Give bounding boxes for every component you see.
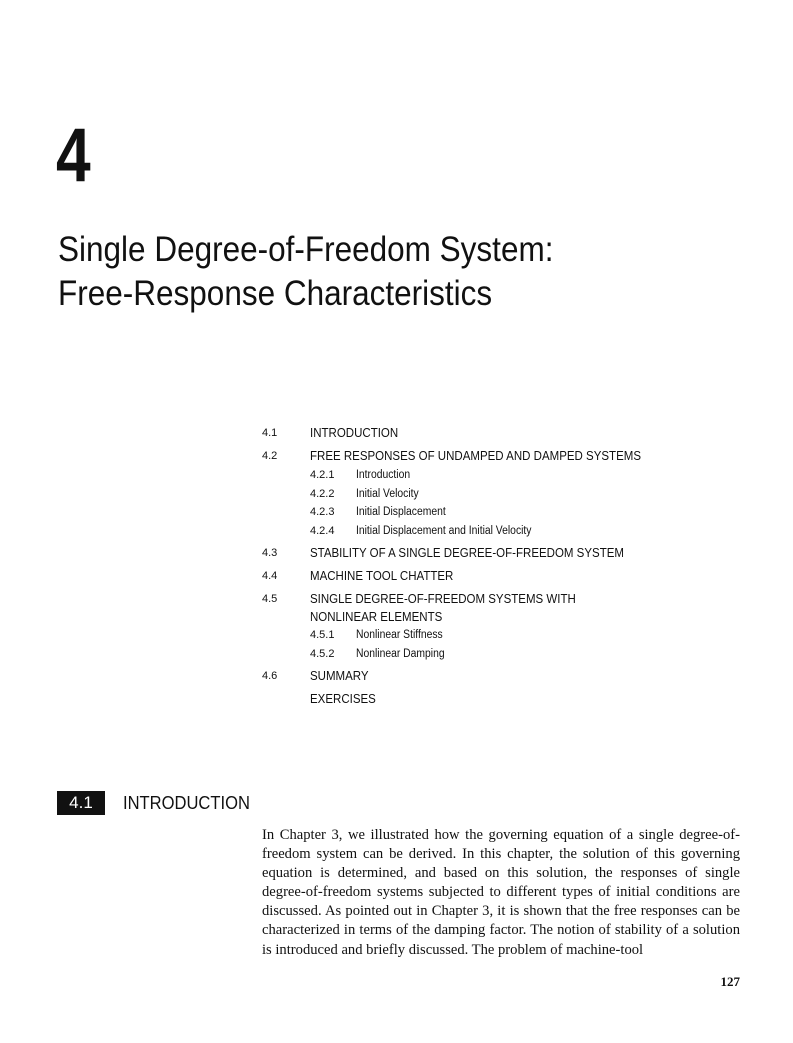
section-number-badge: 4.1 (57, 791, 105, 815)
toc-entry-label: INTRODUCTION (310, 426, 399, 440)
toc-entry[interactable] (262, 544, 742, 563)
toc-entry[interactable] (262, 567, 742, 586)
toc-entry-number: 4.4 (262, 570, 278, 582)
toc-entry[interactable] (262, 590, 742, 609)
toc-subentry-label: Nonlinear Damping (356, 647, 445, 660)
toc-entry[interactable] (262, 690, 742, 709)
toc-entry-number: 4.5 (262, 593, 278, 605)
body-line: can be characterized in terms of the damping factor. The notion of stability of (262, 903, 740, 939)
toc-subentry[interactable] (262, 626, 742, 645)
toc-entry-label: FREE RESPONSES OF UNDAMPED AND DAMPED SYSTEMS (310, 449, 642, 463)
toc-entry-label: MACHINE TOOL CHATTER (310, 569, 454, 583)
toc-entry-label: SUMMARY (310, 669, 369, 683)
body-line: In Chapter 3, we illustrated how the governing equation of a single degree-of- (262, 827, 740, 843)
chapter-title-line-1: Single Degree-of-Freedom System: (58, 230, 554, 269)
toc-subentry[interactable] (262, 645, 742, 664)
toc-subentry[interactable] (262, 485, 742, 504)
section-heading: INTRODUCTION (123, 793, 250, 813)
toc-entry[interactable] (262, 667, 742, 686)
toc-subentry[interactable] (262, 466, 742, 485)
body-line: freedom system can be derived. In this chapter, the solution of this governing (262, 846, 740, 863)
section-body (262, 826, 740, 960)
toc-entry-label-continued: NONLINEAR ELEMENTS (310, 610, 443, 624)
toc-subentry-label: Initial Displacement (356, 506, 446, 518)
toc-entry-number: 4.1 (262, 427, 278, 439)
toc-subentry-number: 4.2.2 (310, 487, 335, 500)
chapter-title (58, 228, 553, 316)
table-of-contents (262, 424, 742, 709)
toc-entry-number: 4.3 (262, 547, 278, 559)
body-line: a solution is introduced and briefly discussed. The problem of machine-tool (262, 922, 740, 958)
toc-subentry-number: 4.2.1 (310, 469, 335, 481)
toc-subentry-label: Initial Displacement and Initial Velocity (356, 524, 532, 537)
toc-entry[interactable] (262, 424, 742, 443)
toc-subentry-label: Introduction (356, 469, 411, 481)
toc-subentry-number: 4.2.3 (310, 506, 335, 518)
chapter-title-line-2: Free-Response Characteristics (58, 274, 493, 313)
chapter-number: 4 (56, 113, 90, 198)
toc-subentry[interactable] (262, 522, 742, 541)
toc-entry-label: STABILITY OF A SINGLE DEGREE-OF-FREEDOM SYSTEM (310, 546, 624, 560)
toc-entry-number: 4.6 (262, 670, 278, 682)
toc-entry-continuation[interactable] (262, 609, 742, 626)
page-number: 127 (720, 974, 740, 989)
body-line: are discussed. As pointed out in Chapter 3, it is shown that the free responses (262, 884, 740, 920)
toc-subentry-number: 4.2.4 (310, 524, 335, 537)
body-paragraph (262, 826, 740, 960)
toc-entry-label: SINGLE DEGREE-OF-FREEDOM SYSTEMS WITH (310, 592, 576, 606)
toc-subentry-number: 4.5.1 (310, 629, 335, 641)
body-line: equation is determined, and based on this solution, the responses of single (262, 865, 740, 882)
toc-entry-number: 4.2 (262, 450, 278, 462)
toc-subentry-label: Nonlinear Stiffness (356, 629, 443, 641)
toc-entry-label: EXERCISES (310, 692, 376, 706)
body-line: degree-of-freedom systems subjected to different types of initial conditions (262, 884, 717, 901)
toc-entry[interactable] (262, 447, 742, 466)
toc-subentry-number: 4.5.2 (310, 647, 335, 660)
toc-subentry[interactable] (262, 503, 742, 522)
toc-subentry-label: Initial Velocity (356, 487, 419, 500)
